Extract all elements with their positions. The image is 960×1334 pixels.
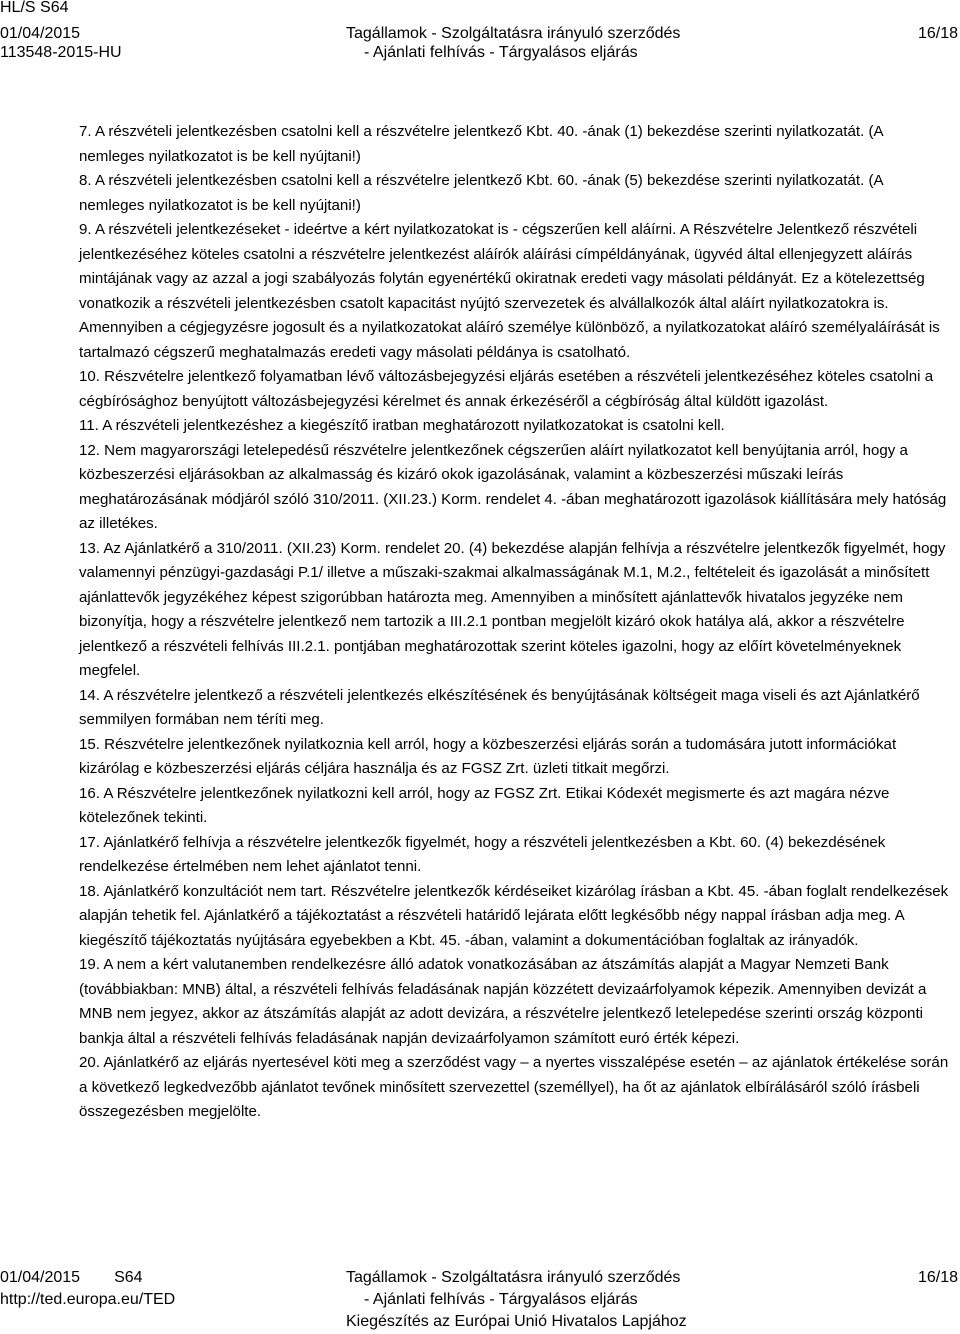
paragraph-9: 9. A részvételi jelentkezéseket - ideértve a kért nyilatkozatokat is - cégszerűen kell aláírni. A Részvételre Jelentkező részvételi jelentkezéséhez köteles csatolni a részvételre jelentkezést aláírók aláírási címpéldányának, ügyvéd által ellenjegyzett aláírás mintájának vagy az azzal a jogi szabályozás folytán egyenértékű okiratnak eredeti vagy másolati példányát. Ez a kötelezettség vonatkozik a részvételi jelentkezésben csatolt kapacitást nyújtó szervezetek és alvállalkozók által aláírt nyilatkozatokra is. Amennyiben a cégjegyzésre jogosult és a nyilatkozatokat aláíró személye különböző, a nyilatkozatokat aláíró személyaláírását is tartalmazó cégszerű meghatalmazás eredeti vagy másolati példánya is csatolható. <box>79 221 940 361</box>
paragraph-18: 18. Ajánlatkérő konzultációt nem tart. Részvételre jelentkezők kérdéseiket kizárólag írásban a Kbt. 45. -ában foglalt rendelkezések alapján tehetik fel. Ajánlatkérő a tájékoztatást a részvételi határidő lejárata előtt legkésőbb négy nappal írásban adja meg. A kiegészítő tájékoztatás nyújtására egyebekben a Kbt. 45. -ában, valamint a dokumentációban foglaltak az irányadók. <box>79 882 949 949</box>
footer-page-number: 16/18 <box>917 1269 958 1286</box>
header-date: 01/04/2015 <box>0 25 81 42</box>
paragraph-17: 17. Ajánlatkérő felhívja a részvételre jelentkezők figyelmét, hogy a részvételi jelentkezésben a Kbt. 60. (4) bekezdésének rendelkezése értelmében nem lehet ajánlatot tenni. <box>79 833 886 875</box>
paragraph-10: 10. Részvételre jelentkező folyamatban lévő változásbejegyzési eljárás esetében a részvételi jelentkezéséhez köteles csatolni a cégbírósághoz benyújtott változásbejegyzési kérelmet és annak érkezéséről a cégbíróság által küldött igazolást. <box>79 368 934 410</box>
footer-date: 01/04/2015 <box>0 1269 81 1286</box>
footer-title-line1: Tagállamok - Szolgáltatásra irányuló szerződés <box>346 1269 681 1286</box>
paragraph-11: 11. A részvételi jelentkezéshez a kiegészítő iratban meghatározott nyilatkozatokat is csatolni kell. <box>79 417 725 434</box>
paragraph-13: 13. Az Ajánlatkérő a 310/2011. (XII.23) Korm. rendelet 20. (4) bekezdése alapján felhívja a részvételre jelentkezők figyelmét, hogy valamennyi pénzügyi-gazdasági P.1/ illetve a műszaki-szakmai alkalmasságának M.1, M.2., feltételeit és igazolását a minősített ajánlattevők jegyzékéhez képest szigorúbban határozta meg. Amennyiben a minősített ajánlattevők hivatalos jegyzéke nem bizonyítja, hogy a részvételre jelentkező nem tartozik a III.2.1 pontban megjelölt kizáró okok hatálya alá, akkor a részvételre jelentkező a részvételi felhívás III.2.1. pontjában meghatározottak szerint köteles igazolni, hogy az előírt követelményeknek megfelel. <box>79 539 946 679</box>
paragraph-19: 19. A nem a kért valutanemben rendelkezésre álló adatok vonatkozásában az átszámítás alapját a Magyar Nemzeti Bank (továbbiakban: MNB) által, a részvételi felhívás feladásának napján közzétett devizaárfolyamok képezik. Amennyiben devizát a MNB nem jegyez, akkor az átszámítás alapját az adott devizára, a részvételre jelentkező letelepedése szerinti ország központi bankja által a részvételi felhívás feladásának napján devizaárfolyamon számított euró érték képezi. <box>79 956 927 1047</box>
paragraph-20: 20. Ajánlatkérő az eljárás nyertesével köti meg a szerződést vagy – a nyertes visszalépése esetén – az ajánlatok értékelése során a következő legkedvezőbb ajánlatot tevőnek minősített szervezettel (személlyel), ha őt az ajánlatok elbírálásáról szóló írásbeli összegezésben megjelölte. <box>79 1054 949 1120</box>
footer-url-link[interactable]: http://ted.europa.eu/TED <box>0 1291 176 1308</box>
document-body <box>79 120 949 1125</box>
paragraph-7: 7. A részvételi jelentkezésben csatolni kell a részvételre jelentkező Kbt. 40. -ának (1) bekezdése szerinti nyilatkozatát. (A nemleges nyilatkozatot is be kell nyújtani!) <box>79 123 883 165</box>
footer-left <box>0 1267 175 1311</box>
header-series: HL/S S64 <box>0 0 69 16</box>
paragraph-16: 16. A Részvételre jelentkezőnek nyilatkozni kell arról, hogy az FGSZ Zrt. Etikai Kódexét megismerte és azt magára nézve kötelezőnek tekinti. <box>79 784 890 826</box>
footer-title-line3: Kiegészítés az Európai Unió Hivatalos Lapjához <box>346 1313 687 1330</box>
header-title-line1: Tagállamok - Szolgáltatásra irányuló szerződés <box>346 25 681 42</box>
header-doc-id: 113548-2015-HU <box>0 44 122 61</box>
footer-title-line2: - Ajánlati felhívás - Tárgyalásos eljárás <box>364 1291 638 1308</box>
paragraph-14: 14. A részvételre jelentkező a részvételi jelentkezés elkészítésének és benyújtásának költségeit maga viseli és azt Ajánlatkérő semmilyen formában nem téríti meg. <box>79 686 920 728</box>
header-page-number: 16/18 <box>917 25 958 42</box>
header-left <box>0 0 122 62</box>
header-title <box>346 24 680 62</box>
paragraph-8: 8. A részvételi jelentkezésben csatolni kell a részvételre jelentkező Kbt. 60. -ának (5) bekezdése szerinti nyilatkozatát. (A nemleges nyilatkozatot is be kell nyújtani!) <box>79 172 883 214</box>
paragraph-12: 12. Nem magyarországi letelepedésű részvételre jelentkezőnek cégszerűen aláírt nyilatkozatot kell benyújtania arról, hogy a közbeszerzési eljárásokban az alkalmasság és kizáró okok igazolásának, valamint a közbeszerzési műszaki leírás meghatározásának módjáról szóló 310/2011. (XII.23.) Korm. rendelet 4. -ában meghatározott igazolások kiállítására mely hatóság az illetékes. <box>79 441 947 532</box>
paragraph-15: 15. Részvételre jelentkezőnek nyilatkoznia kell arról, hogy a közbeszerzési eljárás során a tudomására jutott információkat kizárólag e közbeszerzési eljárás céljára használja és az FGSZ Zrt. üzleti titkait megőrzi. <box>79 735 897 777</box>
footer-title <box>346 1267 687 1333</box>
header-title-line2: - Ajánlati felhívás - Tárgyalásos eljárás <box>364 44 638 61</box>
footer-series: S64 <box>114 1269 143 1286</box>
